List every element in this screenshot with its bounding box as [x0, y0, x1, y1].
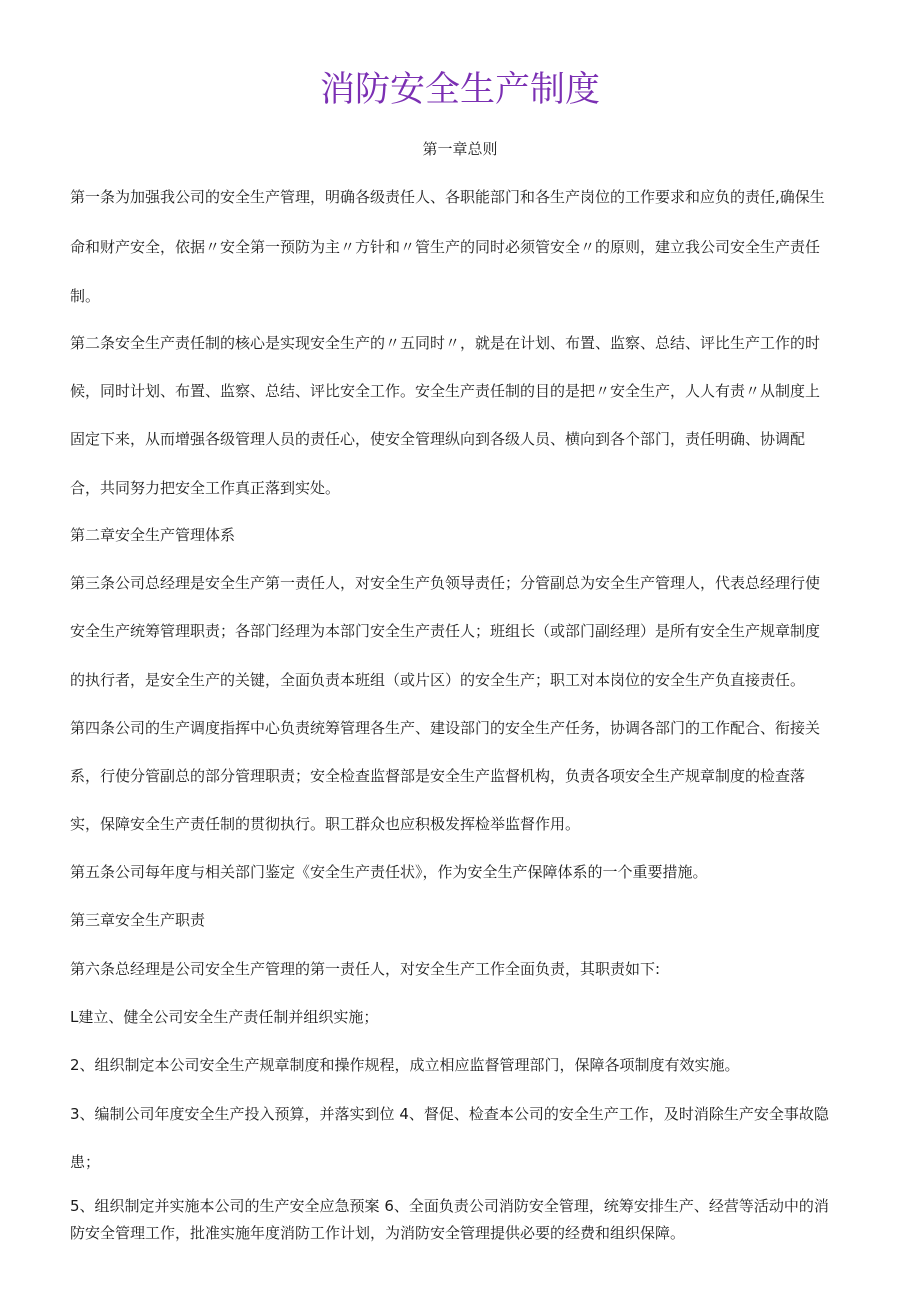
article-1-line-2: 命和财产安全，依据〃安全第一预防为主〃方针和〃管生产的同时必须管安全〃的原则，建立我公司安全生产责任	[70, 238, 821, 256]
article-4-line-3: 实，保障安全生产责任制的贯彻执行。职工群众也应积极发挥检举监督作用。	[70, 815, 581, 833]
article-2-line-1: 第二条安全生产责任制的核心是实现安全生产的〃五同时〃，就是在计划、布置、监察、总结、评比生产工作的时	[70, 334, 821, 352]
article-1-line-3: 制。	[70, 287, 101, 305]
article-2-line-4: 合，共同努力把安全工作真正落到实处。	[70, 479, 341, 497]
article-3-line-3: 的执行者，是安全生产的关键，全面负责本班组（或片区）的安全生产；职工对本岗位的安全生产负直接责任。	[70, 671, 806, 689]
article-2-line-2: 候，同时计划、布置、监察、总结、评比安全工作。安全生产责任制的目的是把〃安全生产，人人有责〃从制度上	[70, 382, 821, 400]
article-5-line-1: 第五条公司每年度与相关部门鉴定《安全生产责任状》，作为安全生产保障体系的一个重要措施。	[70, 863, 708, 881]
article-2-line-3: 固定下来，从而增强各级管理人员的责任心，使安全管理纵向到各级人员、横向到各个部门，责任明确、协调配	[70, 430, 806, 448]
chapter-2-heading: 第二章安全生产管理体系	[70, 526, 236, 544]
article-1-line-1: 第一条为加强我公司的安全生产管理，明确各级责任人、各职能部门和各生产岗位的工作要求和应负的责任,确保生	[70, 188, 825, 206]
duty-item-1: L建立、健全公司安全生产责任制并组织实施；	[70, 1008, 379, 1026]
duty-item-5-line-1: 5、组织制定并实施本公司的生产安全应急预案 6、全面负责公司消防安全管理，统筹安排生产、经营等活动中的消	[70, 1197, 829, 1215]
article-3-line-1: 第三条公司总经理是安全生产第一责任人，对安全生产负领导责任；分管副总为安全生产管理人，代表总经理行使	[70, 574, 821, 592]
chapter-1-heading: 第一章总则	[422, 140, 498, 158]
article-4-line-2: 系，行使分管副总的部分管理职责；安全检查监督部是安全生产监督机构，负责各项安全生产规章制度的检查落	[70, 767, 806, 785]
chapter-3-heading: 第三章安全生产职责	[70, 911, 206, 929]
duty-item-3-line-2: 患；	[70, 1153, 101, 1171]
article-4-line-1: 第四条公司的生产调度指挥中心负责统筹管理各生产、建设部门的安全生产任务，协调各部门的工作配合、衔接关	[70, 719, 821, 737]
duty-item-3-line-1: 3、编制公司年度安全生产投入预算，并落实到位 4、督促、检查本公司的安全生产工作，及时消除生产安全事故隐	[70, 1105, 829, 1123]
duty-item-2: 2、组织制定本公司安全生产规章制度和操作规程，成立相应监督管理部门，保障各项制度有效实施。	[70, 1056, 740, 1074]
document-title: 消防安全生产制度	[319, 70, 600, 110]
duty-item-5-line-2: 防安全管理工作，批准实施年度消防工作计划，为消防安全管理提供必要的经费和组织保障。	[70, 1224, 686, 1242]
article-6-line-1: 第六条总经理是公司安全生产管理的第一责任人，对安全生产工作全面负责，其职责如下:	[70, 960, 661, 978]
article-3-line-2: 安全生产统筹管理职责；各部门经理为本部门安全生产责任人；班组长（或部门副经理）是所有安全生产规章制度	[70, 622, 821, 640]
